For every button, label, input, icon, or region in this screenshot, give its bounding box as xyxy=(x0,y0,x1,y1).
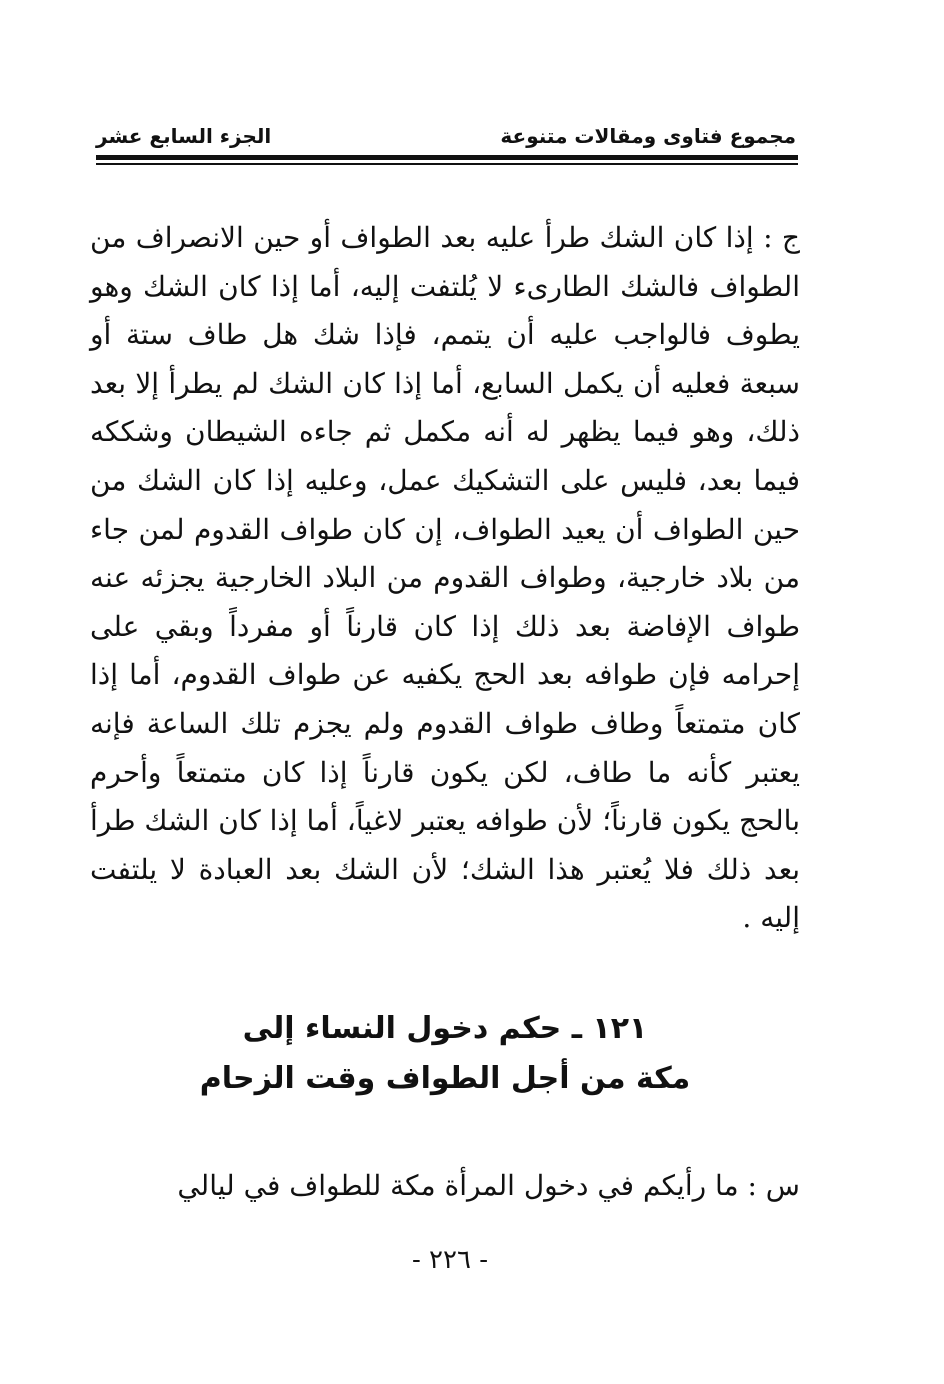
header-rule-thin xyxy=(96,163,798,165)
question-paragraph: س : ما رأيكم في دخول المرأة مكة للطواف في ليالي xyxy=(177,1169,800,1202)
answer-paragraph: ج : إذا كان الشك طرأ عليه بعد الطواف أو حين الانصراف من الطواف فالشك الطارىء لا يُلتفت إليه، أما إذا كان الشك وهو يطوف فالواجب عليه أن يتمم، فإذا شك هل طاف ستة أو سبعة فعليه أن يكمل السابع، أما إذا كان الشك لم يطرأ إلا بعد ذلك، وهو فيما يظهر له أنه مكمل ثم جاءه الشيطان وشككه فيما بعد، فليس على التشكيك عمل، وعليه إذا كان الشك من حين الطواف أن يعيد الطواف، إن كان طواف القدوم لمن جاء من بلاد خارجية، وطواف القدوم من البلاد الخارجية يجزئه عنه طواف الإفاضة بعد ذلك إذا كان قارناً أو مفرداً وبقي على إحرامه فإن طوافه بعد الحج يكفيه عن طواف القدوم، أما إذا كان متمتعاً وطاف طواف القدوم ولم يجزم تلك الساعة فإنه يعتبر كأنه ما طاف، لكن يكون قارناً إذا كان متمتعاً وأحرم بالحج يكون قارناً؛ لأن طوافه يعتبر لاغياً، أما إذا كان الشك طرأ بعد ذلك فلا يُعتبر هذا الشك؛ لأن الشك بعد العبادة لا يلتفت إليه . xyxy=(90,221,800,935)
section-heading-line-2: مكة من أجل الطواف وقت الزحام xyxy=(199,1061,691,1096)
section-heading xyxy=(90,1004,800,1104)
book-title: مجموع فتاوى ومقالات متنوعة xyxy=(500,124,796,148)
header-rule-thick xyxy=(96,155,798,160)
page-number: - ٢٢٦ - xyxy=(411,1245,489,1275)
running-header xyxy=(96,118,796,158)
section-heading-line-1: ١٢١ ـ حكم دخول النساء إلى xyxy=(242,1011,648,1046)
volume-label: الجزء السابع عشر xyxy=(96,124,272,148)
